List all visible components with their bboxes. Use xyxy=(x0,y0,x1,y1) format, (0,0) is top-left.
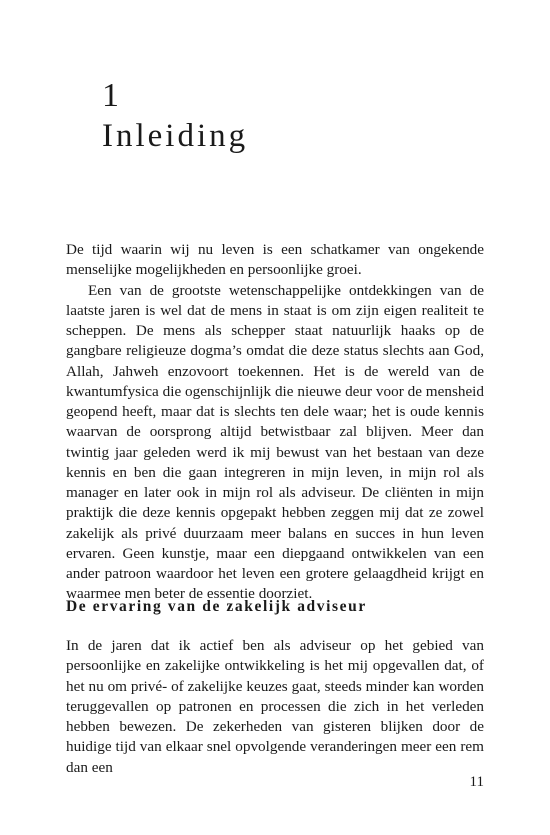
section-text xyxy=(66,636,484,778)
section-paragraph-1: In de jaren dat ik actief ben als adviseur op het gebied van persoonlijke en zakelijke ontwikkeling is het mij opgevallen dat, of het nu om privé- of zakelijke keuzes gaat, steeds minder kan worden teruggevallen op patronen en processen die zich in het verleden hebben bewezen. De zekerheden van gisteren blijken door de huidige tijd van elkaar snel opvolgende veranderingen meer een rem dan een xyxy=(66,637,484,776)
intro-text xyxy=(66,240,484,605)
intro-paragraph-2: Een van de grootste wetenschappelijke ontdekkingen van de laatste jaren is wel dat de mens in staat is om zijn eigen realiteit te scheppen. De mens als schepper staat natuurlijk haaks op de gangbare religieuze dogma’s omdat die deze status slechts aan God, Allah, Jahweh enzovoort toekennen. Het is de wereld van de kwantumfysica die ogenschijnlijk die nieuwe deur voor de mensheid geopend heeft, maar dat is slechts ten dele waar; het is oude kennis waarvan de oorsprong altijd betwistbaar zal blijven. Meer dan twintig jaar geleden werd ik mij bewust van het bestaan van deze kennis en ben die gaan integreren in mijn leven, in mijn rol als manager en later ook in mijn rol als adviseur. De cliënten in mijn praktijk die deze kennis opgepakt hebben zeggen mij dat ze zowel zakelijk als privé duurzaam meer balans en succes in hun leven ervaren. Geen kunstje, maar een diepgaand ontwikkelen van een ander patroon waardoor het leven een grotere gelaagdheid krijgt en waarmee men beter de essentie doorziet. xyxy=(66,281,484,603)
chapter-title: Inleiding xyxy=(102,118,249,154)
chapter-number: 1 xyxy=(102,77,120,114)
intro-paragraph-1: De tijd waarin wij nu leven is een schatkamer van ongekende menselijke mogelijkheden en persoonlijke groei. xyxy=(66,241,484,279)
section-heading: De ervaring van de zakelijk adviseur xyxy=(66,598,367,615)
page-number: 11 xyxy=(469,774,484,790)
